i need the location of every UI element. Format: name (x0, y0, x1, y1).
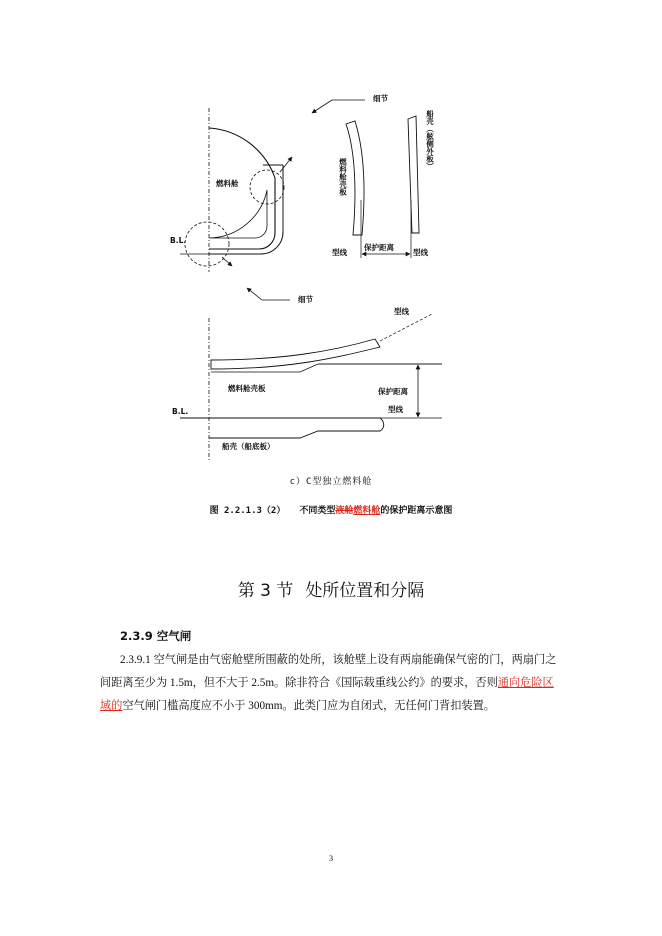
molded-line-right-label: 型线 (413, 248, 428, 257)
protection-distance-label-top: 保护距离 (364, 243, 394, 252)
paragraph-lead: 2.3.9.1 空气闸是由气密舱壁所围蔽的处所，该舱壁上设有两扇能确保气密的门，两扇门之间距离至少为 1.5m，但不大于 2.5m。除非符合《国际载重线公约》的要求，否则 (100, 654, 557, 689)
bl-label-top: B.L. (170, 236, 187, 245)
paragraph-tail: 空气闸门槛高度应不小于 300mm。此类门应为自闭式，无任何门背扣装置。 (122, 700, 495, 712)
section-title (0, 576, 662, 601)
section-name: 处所位置和分隔 (305, 581, 425, 601)
molded-line-diagonal (380, 314, 432, 341)
section-number: 第 3 节 (237, 581, 294, 601)
figure-number: 图 2.2.1.3（2） (209, 506, 286, 516)
fuel-tank-label: 燃料舱 (216, 179, 239, 188)
page-number: 3 (328, 853, 334, 863)
sub-heading: 2.3.9 空气闸 (120, 629, 192, 643)
bl-label-bottom: B.L. (172, 407, 189, 416)
ship-shell-side-label: 船壳（舷侧外板） (425, 110, 435, 170)
top-detail-label: 细节 (373, 94, 388, 103)
body-paragraph (100, 649, 562, 718)
caption-deleted-text: 液舱 (335, 506, 354, 516)
tank-section-view (170, 108, 292, 272)
tank-shell-plate-bottom (211, 339, 380, 369)
caption-inserted-text: 燃料舱 (353, 506, 381, 516)
tank-outline (209, 128, 275, 249)
caption-pre: 不同类型 (299, 506, 336, 516)
ship-shell-bottom-label: 船壳（船底板） (222, 442, 275, 451)
protection-distance-label-bottom: 保护距离 (378, 387, 408, 396)
paragraph-inserted-text: 通向危险区域的 (100, 677, 554, 712)
bottom-detail-view (172, 306, 442, 462)
tank-inner-outline (209, 190, 267, 238)
molded-line-bottom-label: 型线 (388, 405, 403, 414)
bottom-detail-pointer-arrow (247, 288, 262, 300)
figure-caption (0, 503, 662, 516)
detail-arrow-side (280, 157, 292, 172)
ship-shell-bottom (180, 418, 384, 438)
top-detail-pointer-arrow (312, 100, 332, 113)
tank-shell-plate-label: 燃料舱壳板 (338, 158, 348, 196)
molded-line-left-label: 型线 (332, 248, 347, 257)
sub-figure-caption: c）C型独立燃料舱 (289, 477, 373, 487)
detail-circle-bottom (185, 222, 229, 266)
ship-shell-side (408, 116, 419, 233)
bottom-detail-label: 细节 (298, 295, 313, 304)
caption-post: 的保护距离示意图 (380, 506, 453, 516)
side-detail-view (332, 109, 435, 258)
molded-line-diag-label: 型线 (394, 307, 409, 316)
detail-arrow-bottom (222, 257, 232, 266)
tank-shell-plate-label-bottom: 燃料舱壳板 (228, 384, 266, 393)
